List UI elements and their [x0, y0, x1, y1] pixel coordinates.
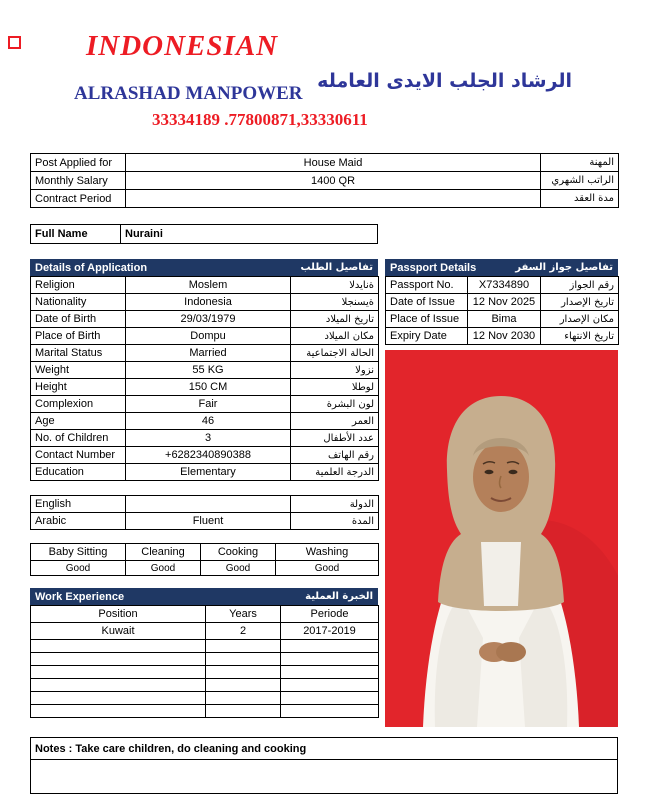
detail-label: Height	[31, 379, 126, 396]
full-name-value: Nuraini	[121, 225, 378, 244]
detail-label: Marital Status	[31, 345, 126, 362]
languages-table	[30, 495, 379, 530]
detail-label: Contact Number	[31, 447, 126, 464]
applicant-photo	[385, 350, 618, 727]
table-row	[31, 154, 619, 172]
columns	[30, 259, 618, 727]
passport-label-arabic: تاريخ الإصدار	[541, 294, 619, 311]
detail-label-arabic: الحالة الاجتماعية	[291, 345, 379, 362]
detail-value: Indonesia	[126, 294, 291, 311]
skill-name: Cleaning	[126, 544, 201, 561]
language-value: Fluent	[126, 513, 291, 530]
table-row	[31, 311, 379, 328]
passport-label: Expiry Date	[386, 328, 468, 345]
table-row	[386, 311, 619, 328]
company-name: ALRASHAD MANPOWER	[74, 83, 303, 104]
logo-placeholder-icon	[8, 36, 21, 49]
table-row	[31, 172, 619, 190]
detail-label-arabic: تاريخ الميلاد	[291, 311, 379, 328]
table-row	[31, 430, 379, 447]
detail-label-arabic: لوطلا	[291, 379, 379, 396]
language-label: Arabic	[31, 513, 126, 530]
experience-title-arabic: الخبرة العملية	[305, 591, 373, 602]
skill-rating: Good	[201, 561, 276, 576]
passport-label-arabic: مكان الإصدار	[541, 311, 619, 328]
passport-label-arabic: رقم الجواز	[541, 277, 619, 294]
table-row	[31, 413, 379, 430]
table-row	[31, 277, 379, 294]
passport-value: Bima	[468, 311, 541, 328]
skill-rating: Good	[276, 561, 379, 576]
job-value	[126, 190, 541, 208]
phone-numbers: 33334189 .77800871,33330611	[152, 110, 368, 129]
detail-label-arabic: ةيسنجلا	[291, 294, 379, 311]
detail-value: 3	[126, 430, 291, 447]
language-label-arabic: المدة	[291, 513, 379, 530]
detail-label: Date of Birth	[31, 311, 126, 328]
experience-position: Kuwait	[31, 623, 206, 640]
detail-label-arabic: رقم الهاتف	[291, 447, 379, 464]
content-area	[30, 153, 618, 794]
notes-text: Notes : Take care children, do cleaning and cooking	[31, 738, 618, 760]
language-value	[126, 496, 291, 513]
passport-table	[385, 276, 619, 345]
detail-value: Married	[126, 345, 291, 362]
passport-value: X7334890	[468, 277, 541, 294]
experience-empty-row	[31, 705, 379, 718]
passport-title-arabic: تفاصيل جواز السفر	[515, 262, 613, 273]
company-name-arabic: الرشاد الجلب الايدى العامله	[317, 70, 572, 92]
table-row	[31, 513, 379, 530]
passport-title: Passport Details	[390, 261, 477, 274]
notes-table	[30, 737, 618, 794]
detail-label: Nationality	[31, 294, 126, 311]
language-label: English	[31, 496, 126, 513]
experience-periode: 2017-2019	[281, 623, 379, 640]
detail-label-arabic: ةنايدلا	[291, 277, 379, 294]
detail-value: Dompu	[126, 328, 291, 345]
table-row	[31, 345, 379, 362]
experience-column-header: Periode	[281, 606, 379, 623]
job-label: Contract Period	[31, 190, 126, 208]
table-row	[31, 362, 379, 379]
experience-years: 2	[206, 623, 281, 640]
table-row	[386, 294, 619, 311]
job-value: House Maid	[126, 154, 541, 172]
table-row	[31, 464, 379, 481]
detail-value: +6282340890388	[126, 447, 291, 464]
experience-section-header	[30, 588, 378, 605]
experience-title: Work Experience	[35, 590, 125, 603]
detail-value: Moslem	[126, 277, 291, 294]
table-row	[31, 738, 618, 760]
right-column	[385, 259, 618, 727]
experience-empty-row	[31, 679, 379, 692]
table-header-row	[31, 606, 379, 623]
passport-label-arabic: تاريخ الانتهاء	[541, 328, 619, 345]
table-row	[31, 447, 379, 464]
table-row	[31, 225, 378, 244]
experience-empty-row	[31, 653, 379, 666]
page-title: INDONESIAN	[86, 30, 279, 62]
table-row	[31, 561, 379, 576]
full-name-label: Full Name	[31, 225, 121, 244]
detail-value: 55 KG	[126, 362, 291, 379]
table-row	[31, 294, 379, 311]
detail-value: 29/03/1979	[126, 311, 291, 328]
experience-column-header: Years	[206, 606, 281, 623]
passport-value: 12 Nov 2030	[468, 328, 541, 345]
experience-column-header: Position	[31, 606, 206, 623]
detail-label-arabic: لون البشرة	[291, 396, 379, 413]
skill-name: Cooking	[201, 544, 276, 561]
detail-label: Complexion	[31, 396, 126, 413]
detail-label-arabic: الدرجة العلمية	[291, 464, 379, 481]
details-section-header	[30, 259, 378, 276]
skill-rating: Good	[126, 561, 201, 576]
detail-label: No. of Children	[31, 430, 126, 447]
work-experience-section	[30, 588, 378, 718]
detail-label: Religion	[31, 277, 126, 294]
job-label: Post Applied for	[31, 154, 126, 172]
job-label-arabic: المهنة	[541, 154, 619, 172]
skills-table	[30, 543, 379, 576]
table-row	[31, 396, 379, 413]
experience-empty-row	[31, 692, 379, 705]
table-row	[31, 190, 619, 208]
job-label: Monthly Salary	[31, 172, 126, 190]
detail-value: Fair	[126, 396, 291, 413]
passport-label: Date of Issue	[386, 294, 468, 311]
table-row	[31, 379, 379, 396]
left-column	[30, 259, 378, 718]
detail-label: Weight	[31, 362, 126, 379]
details-title-arabic: تفاصيل الطلب	[300, 262, 373, 273]
job-label-arabic: الراتب الشهري	[541, 172, 619, 190]
detail-label: Education	[31, 464, 126, 481]
detail-label-arabic: عدد الأطفال	[291, 430, 379, 447]
passport-value: 12 Nov 2025	[468, 294, 541, 311]
skill-rating: Good	[31, 561, 126, 576]
passport-label: Passport No.	[386, 277, 468, 294]
detail-value: 46	[126, 413, 291, 430]
detail-label-arabic: العمر	[291, 413, 379, 430]
job-table	[30, 153, 619, 208]
detail-label-arabic: مكان الميلاد	[291, 328, 379, 345]
table-row	[31, 328, 379, 345]
experience-empty-row	[31, 666, 379, 679]
job-label-arabic: مدة العقد	[541, 190, 619, 208]
passport-section-header	[385, 259, 618, 276]
table-row	[31, 623, 379, 640]
table-row	[31, 496, 379, 513]
experience-table	[30, 605, 379, 718]
detail-value: Elementary	[126, 464, 291, 481]
details-table	[30, 276, 379, 481]
detail-label: Age	[31, 413, 126, 430]
full-name-table	[30, 224, 378, 244]
skill-name: Washing	[276, 544, 379, 561]
table-row	[386, 277, 619, 294]
experience-empty-row	[31, 640, 379, 653]
notes-empty-row	[31, 760, 618, 794]
detail-label-arabic: نزولا	[291, 362, 379, 379]
skill-name: Baby Sitting	[31, 544, 126, 561]
passport-label: Place of Issue	[386, 311, 468, 328]
table-row	[31, 544, 379, 561]
detail-label: Place of Birth	[31, 328, 126, 345]
detail-value: 150 CM	[126, 379, 291, 396]
language-label-arabic: الدولة	[291, 496, 379, 513]
table-row	[386, 328, 619, 345]
job-value: 1400 QR	[126, 172, 541, 190]
details-title: Details of Application	[35, 261, 148, 274]
